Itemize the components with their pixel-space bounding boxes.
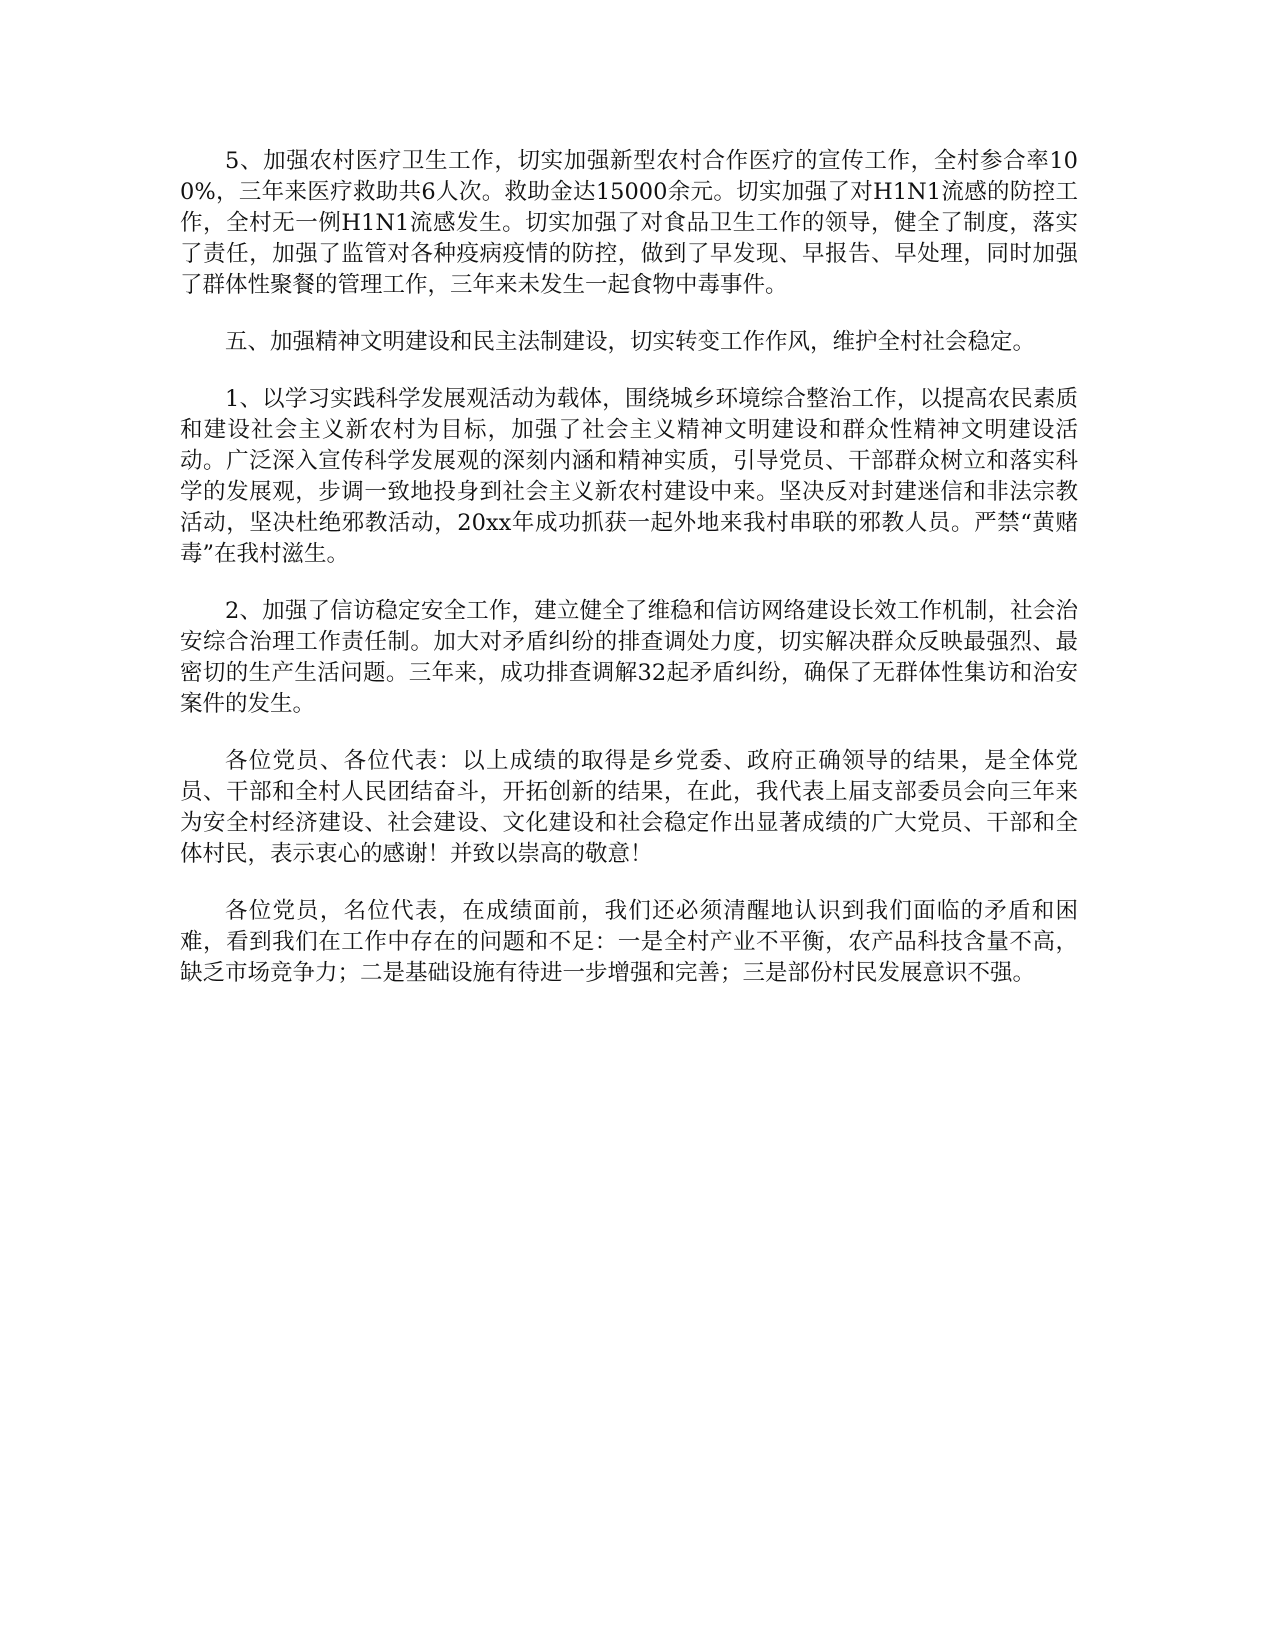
paragraph-medical-health: 5、加强农村医疗卫生工作，切实加强新型农村合作医疗的宣传工作，全村参合率100%，三年来医疗救助共6人次。救助金达15000余元。切实加强了对H1N1流感的防控工作，全村无一例H1N1流感发生。切实加强了对食品卫生工作的领导，健全了制度，落实了责任，加强了监管对各种疫病疫情的防控，做到了早发现、早报告、早处理，同时加强了群体性聚餐的管理工作，三年来未发生一起食物中毒事件。: [180, 148, 1078, 298]
document-body: [180, 146, 1078, 1015]
paragraph-acknowledgement: 各位党员、各位代表：以上成绩的取得是乡党委、政府正确领导的结果，是全体党员、干部和全村人民团结奋斗，开拓创新的结果，在此，我代表上届支部委员会向三年来为安全村经济建设、社会建设、文化建设和社会稳定作出显著成绩的广大党员、干部和全体村民，表示衷心的感谢！并致以崇高的敬意！: [180, 748, 1078, 867]
paragraph-petition-stability: 2、加强了信访稳定安全工作，建立健全了维稳和信访网络建设长效工作机制，社会治安综合治理工作责任制。加大对矛盾纠纷的排查调处力度，切实解决群众反映最强烈、最密切的生产生活问题。三年来，成功排查调解32起矛盾纠纷，确保了无群体性集访和治安案件的发生。: [180, 598, 1078, 717]
paragraph-problems: 各位党员，名位代表，在成绩面前，我们还必须清醒地认识到我们面临的矛盾和困难，看到我们在工作中存在的问题和不足：一是全村产业不平衡，农产品科技含量不高，缺乏市场竞争力；二是基础设施有待进一步增强和完善；三是部份村民发展意识不强。: [180, 898, 1078, 986]
paragraph-spiritual-civilization: 1、以学习实践科学发展观活动为载体，围绕城乡环境综合整治工作，以提高农民素质和建设社会主义新农村为目标，加强了社会主义精神文明建设和群众性精神文明建设活动。广泛深入宣传科学发展观的深刻内涵和精神实质，引导党员、干部群众树立和落实科学的发展观，步调一致地投身到社会主义新农村建设中来。坚决反对封建迷信和非法宗教活动，坚决杜绝邪教活动，20xx年成功抓获一起外地来我村串联的邪教人员。严禁“黄赌毒”在我村滋生。: [180, 386, 1078, 567]
paragraph-section-five-heading: 五、加强精神文明建设和民主法制建设，切实转变工作作风，维护全村社会稳定。: [225, 329, 1036, 355]
